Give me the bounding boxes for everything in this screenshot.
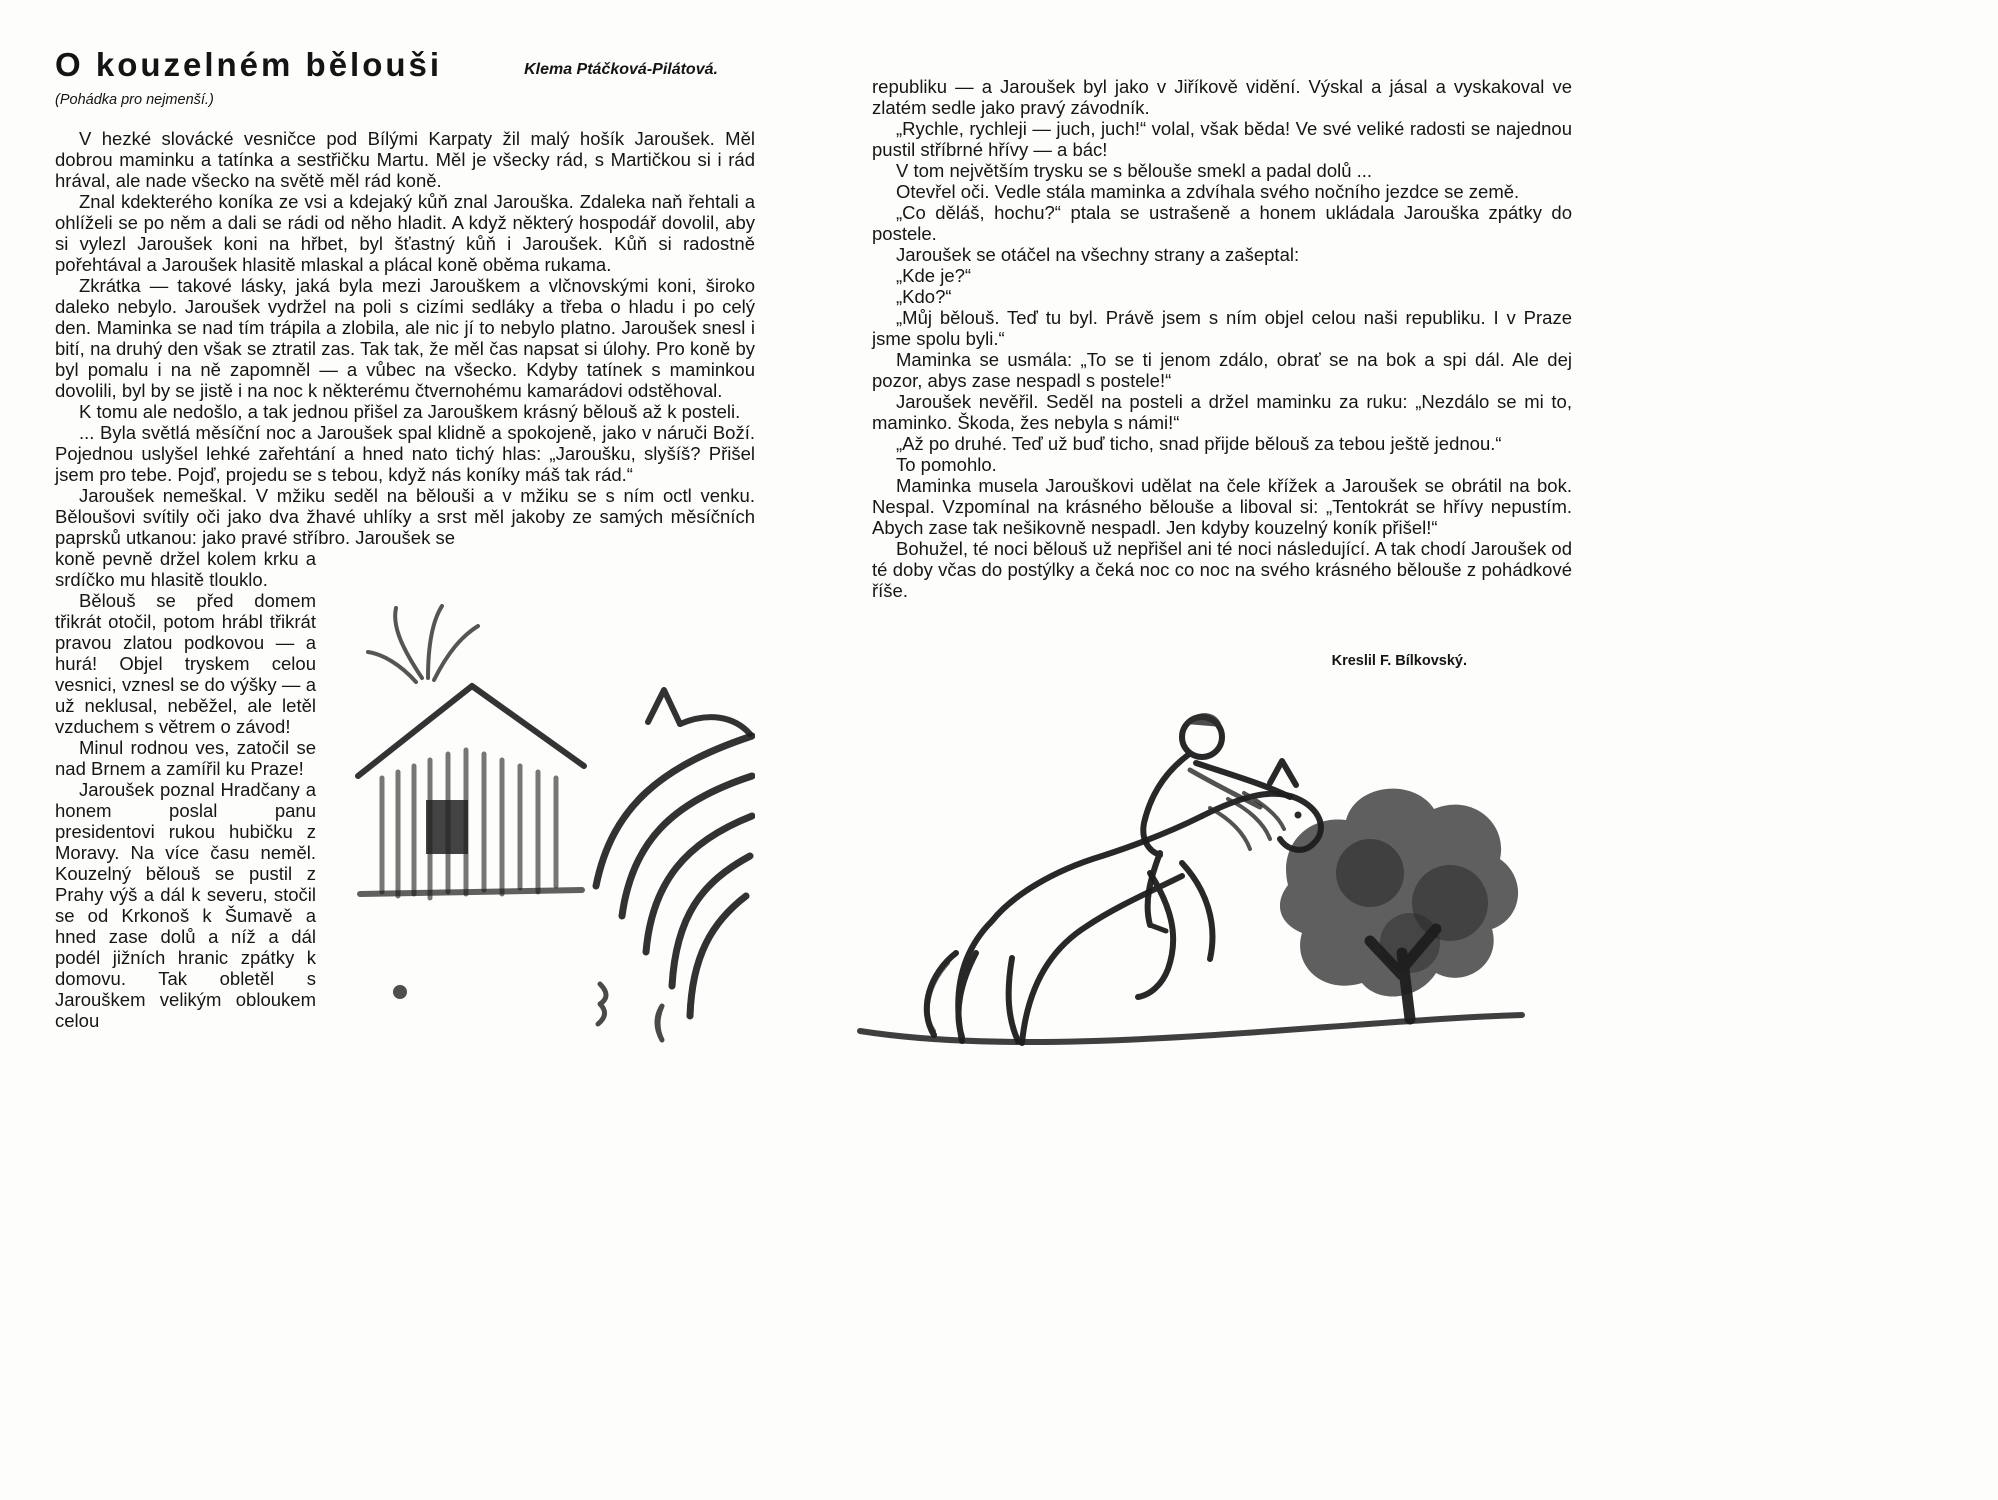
paragraph: V tom největším trysku se s bělouše smekl a padal dolů ... [896,160,1373,181]
paragraph-continuation: republiku — a Jaroušek byl jako v Jiříkově vidění. Výskal a jásal a vyskakoval ve zlatém sedle jako pravý závodník. [872,76,1572,118]
paragraph: Znal kdekterého koníka ze vsi a kdejaký kůň znal Jarouška. Zdaleka naň řehtali a ohlíželi se po něm a dali se rádi od něho hladit. A když některý hospodář dovolil, aby si vylezl Jaroušek koni na hřbet, byl šťastný kůň i Jaroušek. Kůň si radostně pořehtával a Jaroušek hlasitě mlaskal a plácal koně oběma rukama. [55,191,755,275]
paragraph: „Rychle, rychleji — juch, juch!“ volal, však běda! Ve své veliké radosti se najednou pustil stříbrné hřívy — a bác! [872,118,1572,160]
cottage-and-horse-mane-illustration [330,554,755,1114]
paragraph: Jaroušek se otáčel na všechny strany a zašeptal: [896,244,1300,265]
paragraph: Bělouš se před domem třikrát otočil, potom hrábl třikrát pravou zlatou podkovou — a hurá! Objel tryskem celou vesnici, vznesl se do výšky — a už neklusal, neběžel, ale letěl vzduchem s větrem o závod! [55,590,316,737]
paragraph: Maminka se usmála: „To se ti jenom zdálo, obrať se na bok a spi dál. Ale dej pozor, abys zase nespadl s postele!“ [872,349,1572,391]
right-page-column [872,76,1572,1068]
paragraph: „Co děláš, hochu?“ ptala se ustrašeně a honem ukládala Jarouška zpátky do postele. [872,202,1572,244]
illustrator-credit: Kreslil F. Bílkovský. [1331,653,1467,669]
story-title: O kouzelném bělouši [55,46,443,83]
stray-marks [393,984,662,1040]
paragraph: „Kdo?“ [896,286,952,307]
paragraph: Jaroušek nevěřil. Seděl na posteli a držel maminku za ruku: „Nezdálo se mi to, maminko. Škoda, žes nebyla s námi!“ [872,391,1572,433]
paragraph: ... Byla světlá měsíční noc a Jaroušek spal klidně a spokojeně, jako v náruči Boží. Pojednou uslyšel lehké zařehtání a hned nato tichý hlas: „Jaroušku, slyšíš? Přišel jsem pro tebe. Pojď, projedu se s tebou, když nás koníky máš tak rád.“ [55,422,755,485]
story-subtitle: (Pohádka pro nejmenší.) [55,92,214,108]
tree-strokes [368,606,478,682]
paragraph: Jaroušek nemeškal. V mžiku seděl na bělouši a v mžiku se s ním octl venku. Běloušovi svítily oči jako dva žhavé uhlíky a srst měl jakoby ze samých měsíčních paprsků utkanou: jako pravé stříbro. Jaroušek se [55,485,755,548]
paragraph: Otevřel oči. Vedle stála maminka a zdvíhala svého nočního jezdce se země. [896,181,1520,202]
boy-riding-horse-illustration [850,623,1540,1068]
title-row [55,46,755,84]
rearing-horse-sketch [927,761,1321,1043]
horse-mane-strokes [596,736,752,1016]
paragraph-continuation: koně pevně držel kolem krku a srdíčko mu hlasitě tlouklo. [55,548,316,590]
author-name: Klema Ptáčková-Pilátová. [524,61,718,78]
boy-riding-rearing-horse-with-tree-sketch [850,623,1540,1063]
paragraph: „Kde je?“ [896,265,972,286]
left-page-column [55,46,755,1114]
paragraph: „Až po druhé. Teď už buď ticho, snad přijde bělouš za tebou ještě jednou.“ [896,433,1502,454]
paragraph: To pomohlo. [896,454,997,475]
paragraph: Minul rodnou ves, zatočil se nad Brnem a zamířil ku Praze! [55,737,316,779]
paragraph: Jaroušek poznal Hradčany a honem poslal panu presidentovi rukou hubičku z Moravy. Na více času neměl. Kouzelný bělouš se pustil z Prahy výš a dál k severu, stočil se od Krkonoš k Šumavě a hned zase dolů a níž a dál podél jižních hranic zpátky k domovu. Tak obletěl s Jarouškem velikým obloukem celou [55,779,316,1031]
horse-head-sketch [648,690,750,734]
paragraph: K tomu ale nedošlo, a tak jednou přišel za Jarouškem krásný bělouš až k posteli. [79,401,741,422]
paragraph: Bohužel, té noci bělouš už nepřišel ani té noci následující. A tak chodí Jaroušek od té doby včas do postýlky a čeká noc co noc na svého krásného bělouše z pohádkové říše. [872,538,1572,601]
cottage-and-horse-mane-sketch [330,594,755,1064]
paragraph: Maminka musela Jarouškovi udělat na čele křížek a Jaroušek se obrátil na bok. Nespal. Vzpomínal na krásného bělouše a liboval si: „Tentokrát se hřívy nepustím. Abych zase tak nešikovně nespadl. Jen kdyby kouzelný koník přišel!“ [872,475,1572,538]
paragraph: V hezké slovácké vesničce pod Bílými Karpaty žil malý hošík Jaroušek. Měl dobrou maminku a tatínka a sestřičku Martu. Měl je všecky rád, s Martičkou si i rád hrával, ale nade všecko na světě měl rád koně. [55,128,755,191]
tree-sketch [1280,789,1518,1019]
paragraph: „Můj bělouš. Teď tu byl. Právě jsem s ním objel celou naši republiku. I v Praze jsme spolu byli.“ [872,307,1572,349]
cottage-sketch [358,686,584,898]
paragraph: Zkrátka — takové lásky, jaká byla mezi Jarouškem a vlčnovskými koni, široko daleko nebylo. Jaroušek vydržel na poli s cizími sedláky a třeba o hladu i po celý den. Maminka se nad tím trápila a zlobila, ale nic jí to nebylo platno. Jaroušek snesl i bití, na druhý den však se ztratil zas. Tak tak, že měl čas napsat si úlohy. Pro koně by byl pomalu i na ně zapomněl — a vůbec na všecko. Kdyby tatínek s maminkou dovolili, byl by se jistě i na noc k některému čtvernohému kamarádovi odstěhoval. [55,275,755,401]
